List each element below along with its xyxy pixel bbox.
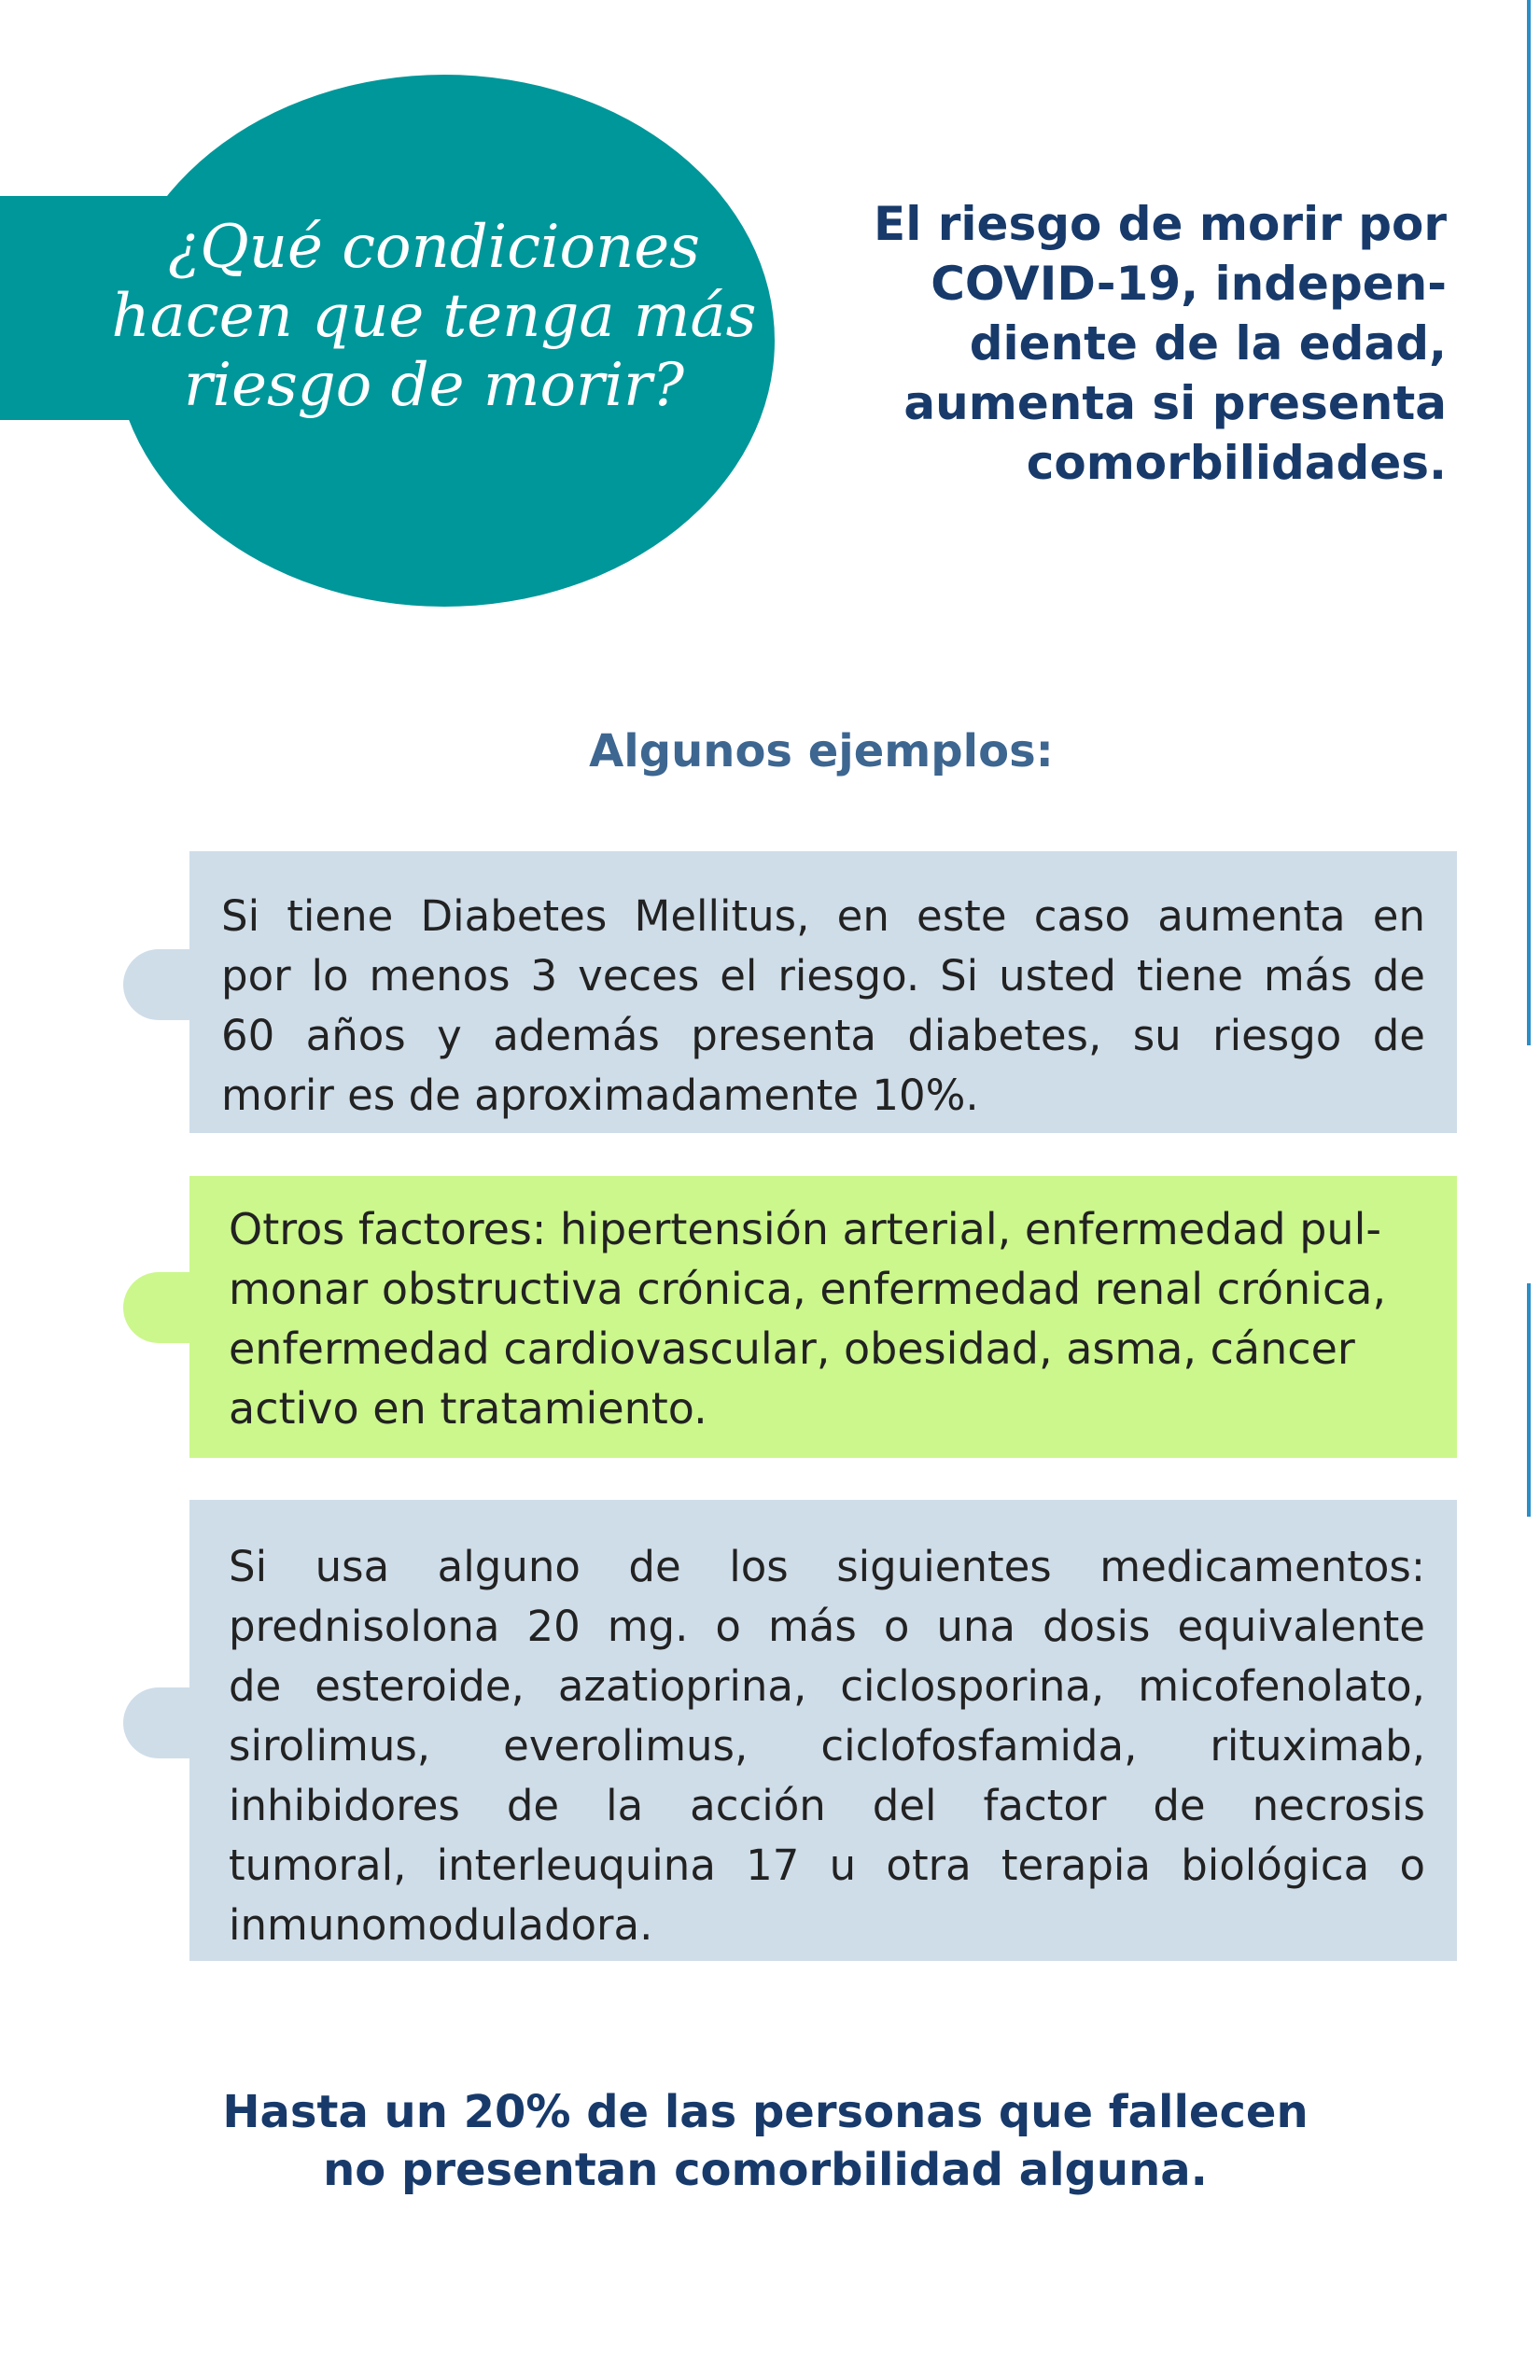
question-heading: ¿Qué condiciones hacen que tenga más riesgo de morir? (111, 213, 757, 420)
card-line: inhibidores de la acción del factor de necrosis (229, 1781, 1425, 1830)
example-card-other-factors (189, 1176, 1457, 1458)
examples-title: Algunos ejemplos: (589, 725, 1054, 777)
closing-statement (168, 2083, 1363, 2199)
card-line: 60 años y además presenta diabetes, su riesgo de (221, 1011, 1425, 1060)
intro-line: COVID-19, indepen- (931, 257, 1447, 311)
card-line: monar obstructiva crónica, enfermedad renal crónica, (229, 1264, 1387, 1314)
intro-line: aumenta si presenta (903, 376, 1447, 430)
intro-statement (845, 194, 1447, 493)
card-text (229, 1199, 1425, 1438)
edge-line-bottom (1527, 1283, 1531, 1517)
card-line: por lo menos 3 veces el riesgo. Si usted tiene más de (221, 951, 1425, 1001)
card-line: tumoral, interleuquina 17 u otra terapia biológica o (229, 1841, 1425, 1890)
intro-line: diente de la edad, (969, 316, 1447, 371)
card-line: Otros factores: hipertensión arterial, enfermedad pul- (229, 1204, 1381, 1254)
card-line: enfermedad cardiovascular, obesidad, asma, cáncer (229, 1323, 1355, 1374)
card-line: inmunomoduladora. (229, 1900, 653, 1950)
card-line: prednisolona 20 mg. o más o una dosis equivalente (229, 1602, 1425, 1651)
card-line: de esteroide, azatioprina, ciclosporina, micofenolato, (229, 1661, 1425, 1711)
edge-line-top (1527, 0, 1531, 1045)
card-line: Si tiene Diabetes Mellitus, en este caso aumenta en (221, 891, 1425, 941)
example-card-medications (189, 1500, 1457, 1961)
card-text (229, 1537, 1425, 1955)
example-card-diabetes (189, 851, 1457, 1133)
card-line: sirolimus, everolimus, ciclofosfamida, rituximab, (229, 1721, 1425, 1771)
intro-line: El riesgo de morir por (874, 197, 1447, 251)
closing-line: no presentan comorbilidad alguna. (323, 2144, 1208, 2196)
card-line: morir es de aproximadamente 10%. (221, 1071, 979, 1120)
card-line: activo en tratamiento. (229, 1383, 707, 1434)
card-line: Si usa alguno de los siguientes medicamentos: (229, 1542, 1425, 1591)
card-text (221, 887, 1425, 1126)
closing-line: Hasta un 20% de las personas que fallecen (222, 2086, 1309, 2138)
intro-line: comorbilidades. (1026, 436, 1447, 490)
